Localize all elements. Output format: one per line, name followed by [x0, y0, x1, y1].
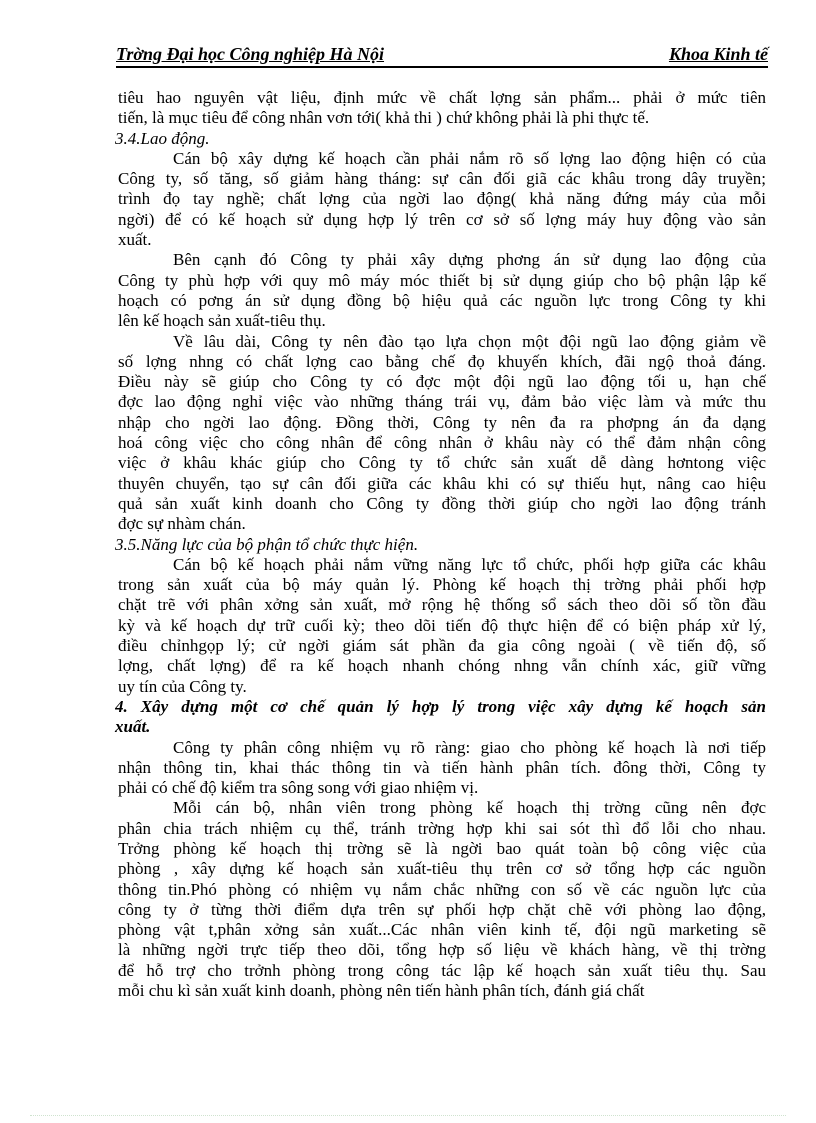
text-line: phân chia trách nhiệm cụ thể, tránh trờng hợp khi sai sót thì đổ lỗi cho nhau. [118, 818, 766, 838]
text-line: Công ty phân công nhiệm vụ rõ ràng: giao cho phòng kế hoạch là nơi tiếp [173, 737, 766, 757]
text-line: ngời) để có kế hoạch sử dụng hợp lý trên cơ sở số lợng máy huy động vào sản [118, 209, 766, 229]
text-line: tiêu hao nguyên vật liệu, định mức về chất lợng sản phẩm... phải ở mức tiên [118, 88, 766, 107]
section-heading [115, 697, 766, 738]
header-school-name: Trờng Đại học Công nghiệp Hà Nội [116, 44, 385, 64]
text-line: trình đọ tay nghề; chất lợng của ngời lao động( khả năng đứng máy của mỗi [118, 189, 766, 209]
page-bottom-divider [30, 1115, 786, 1116]
text-line: xuất. [118, 230, 152, 250]
text-line: uy tín của Công ty. [118, 676, 247, 696]
text-line: quả sản xuất kinh doanh cho Công ty đồng thời giúp cho ngời lao động tránh [118, 493, 766, 513]
section-heading [115, 129, 766, 149]
section-heading [115, 535, 766, 555]
paragraph [118, 555, 766, 697]
text-line: Cán bộ kế hoạch phải nắm vững năng lực tổ chức, phối hợp giữa các khâu [173, 554, 766, 574]
text-line: Trởng phòng kế hoạch thị trờng sẽ là ngời bao quát toàn bộ công việc của [118, 838, 766, 858]
paragraph [118, 798, 766, 1001]
text-line: kỳ và kế hoạch dự trữ cuối kỳ; theo dõi tiến độ thực hiện để có biện pháp xử lý, [118, 615, 766, 635]
text-line: Mỗi cán bộ, nhân viên trong phòng kế hoạch thị trờng cũng nên đợc [173, 798, 766, 818]
text-line: lên kế hoạch sản xuất-tiêu thụ. [118, 311, 326, 331]
text-line: là những ngời trực tiếp theo dõi, tổng hợp số liệu về khách hàng, về thị trờng [118, 940, 766, 960]
text-line: Điều này sẽ giúp cho Công ty có đợc một đội ngũ lao động tối u, hạn chế [118, 372, 766, 392]
text-line: phải có chế độ kiểm tra sông song với giao nhiệm vị. [118, 778, 479, 798]
text-line: điều chỉnhgọp lý; cử ngời giám sát phần đa gia công ngoài ( về tiến độ, số [118, 636, 766, 656]
text-line: chặt trẽ với phân xởng sản xuất, mở rộng hệ thống sổ sách theo dõi số tồn đầu [118, 595, 766, 615]
header-faculty-name: Khoa Kinh tế [668, 44, 768, 64]
page-header [116, 44, 768, 68]
text-line: phòng vật t,phân xởng sản xuất...Các nhân viên kinh tế, đội ngũ marketing sẽ [118, 920, 766, 940]
text-line: hoạch có pơng án sử dụng đồng bộ hiệu quả các nguồn lực trong Công ty khi [118, 290, 766, 310]
text-line: thuyên chuyển, tạo sự cân đối giữa các khâu khi có sự thiếu hụt, nâng cao hiệu [118, 473, 766, 493]
paragraph [118, 88, 766, 129]
text-line: thông tin.Phó phòng có nhiệm vụ nắm chắc những con số về các nguồn lực của [118, 879, 766, 899]
text-line: Cán bộ xây dựng kế hoạch cần phải nắm rõ số lợng lao động hiện có của [173, 148, 766, 168]
text-line: Về lâu dài, Công ty nên đào tạo lựa chọn một đội ngũ lao động giảm về [173, 331, 766, 351]
text-line: số lợng nhng có chất lợng cao bằng chế đọ khuyến khích, đãi ngộ thoả đáng. [118, 351, 766, 371]
text-line: 3.4.Lao động. [115, 128, 210, 148]
text-line: mỗi chu kì sản xuất kinh doanh, phòng nên tiến hành phân tích, đánh giá chất [118, 981, 645, 1001]
text-line: 4. Xây dựng một cơ chế quản lý hợp lý trong việc xây dựng kế hoạch sản [115, 696, 766, 716]
text-line: nhập cho ngời lao động. Đồng thời, Công ty nên đa ra phơpng án đa dạng [118, 412, 766, 432]
text-line: Bên cạnh đó Công ty phải xây dựng phơng án sử dụng lao động của [173, 250, 766, 270]
paragraph [118, 332, 766, 535]
text-line: 3.5.Năng lực của bộ phận tổ chức thực hiện. [115, 534, 419, 554]
text-line: phòng , xây dựng kế hoạch sản xuất-tiêu thụ trên cơ sở tổng hợp các nguồn [118, 859, 766, 879]
text-line: tiến, là mục tiêu để công nhân vơn tới( khả thi ) chứ không phải là phi thực tế. [118, 108, 650, 128]
text-line: công ty ở từng thời điểm dựa trên sự phối hợp chặt chẽ với phòng lao động, [118, 899, 766, 919]
text-line: nhận thông tin, khai thác thông tin và tiến hành phân tích. đông thời, Công ty [118, 757, 766, 777]
text-line: để hỗ trợ cho trởnh phòng trong công tác lập kế hoạch sản xuất tiêu thụ. Sau [118, 960, 766, 980]
paragraph [118, 738, 766, 799]
document-body [115, 88, 766, 1001]
text-line: Công ty phù hợp với quy mô máy móc thiết bị sử dụng giúp cho bộ phận lập kế [118, 270, 766, 290]
text-line: đợc sự nhàm chán. [118, 514, 246, 534]
text-line: xuất. [115, 717, 151, 737]
text-line: đợc lao động nghỉ việc vào những tháng trái vụ, đảm bảo việc làm và mức thu [118, 392, 766, 412]
text-line: trong sản xuất của bộ máy quản lý. Phòng kế hoạch thị trờng phải phối hợp [118, 575, 766, 595]
text-line: hoá công việc cho công nhân để công nhân ở khâu này có thể đảm nhận công [118, 433, 766, 453]
text-line: lợng, chất lợng) để ra kế hoạch nhanh chóng nhng vẫn chính xác, giữ vững [118, 656, 766, 676]
paragraph [118, 149, 766, 250]
text-line: việc ở khâu khác giúp cho Công ty tổ chức sản xuất dễ dàng hơntong việc [118, 453, 766, 473]
paragraph [118, 250, 766, 331]
text-line: Công ty, số tăng, số giảm hàng tháng: sự cân đối giã các khâu trong dây truyền; [118, 169, 766, 189]
